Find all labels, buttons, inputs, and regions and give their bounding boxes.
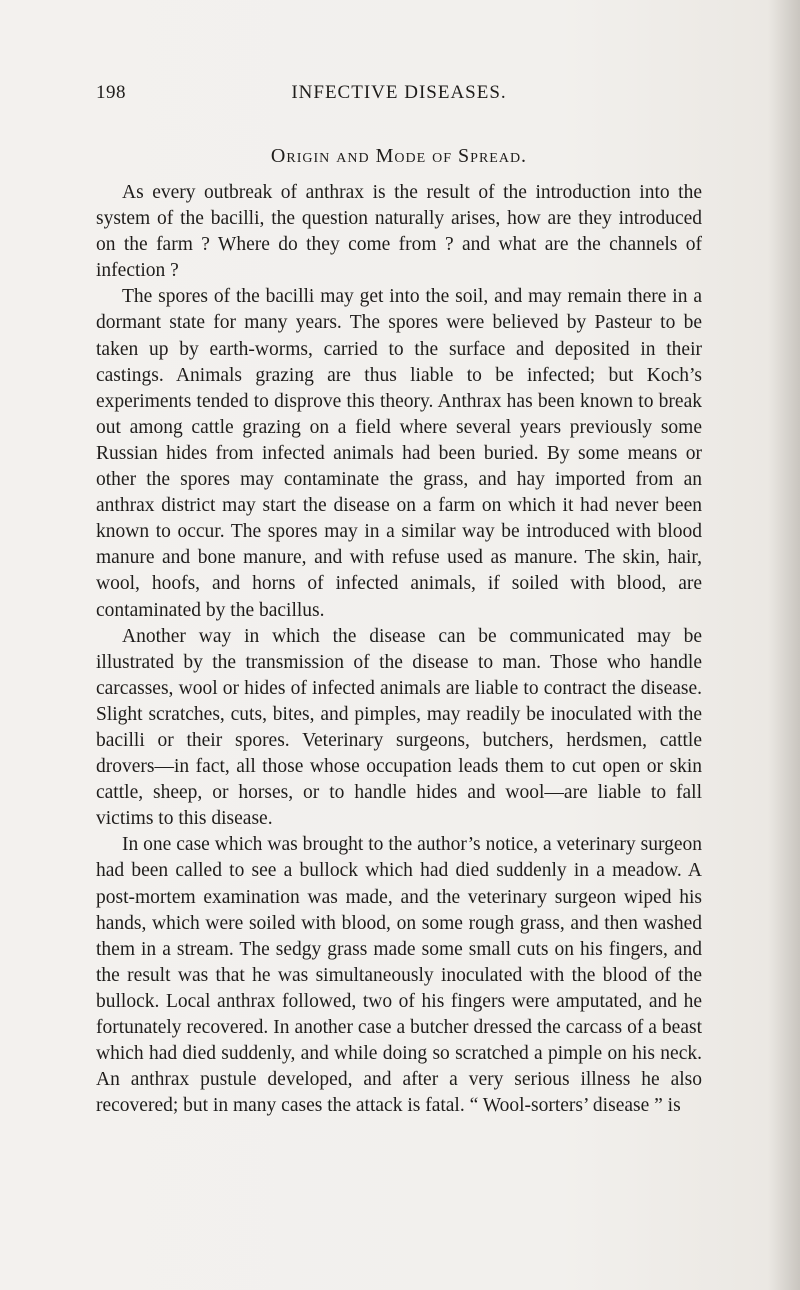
body-text (96, 180, 702, 1119)
page-number: 198 (96, 82, 126, 103)
page-header (96, 82, 702, 110)
paragraph-3: Another way in which the disease can be communicated may be illustrated by the transmission of the disease to man. Those who handle carcasses, wool or hides of infected animals are liable to contract the disease. Slight scratches, cuts, bites, and pimples, may readily be inoculated with the bacilli or their spores. Veterinary surgeons, butchers, herdsmen, cattle drovers—in fact, all those whose occupation leads them to cut open or skin cattle, sheep, or horses, or to handle hides and wool—are liable to fall victims to this disease. (96, 625, 702, 830)
running-head: INFECTIVE DISEASES. (291, 82, 507, 103)
section-title: Origin and Mode of Spread. (270, 145, 528, 167)
paragraph-1: As every outbreak of anthrax is the result of the introduction into the system of the bacilli, the question naturally arises, how are they introduced on the farm ? Where do they come from ? and what are the channels of infection ? (96, 182, 702, 282)
paragraph-2: The spores of the bacilli may get into the soil, and may remain there in a dormant state for many years. The spores were believed by Pasteur to be taken up by earth-worms, carried to the surface and deposited in their castings. Animals grazing are thus liable to be infected; but Koch’s experiments tended to disprove this theory. Anthrax has been known to break out among cattle grazing on a field where several years previously some Russian hides from infected animals had been buried. By some means or other the spores may contaminate the grass, and hay imported from an anthrax district may start the disease on a farm on which it had never been known to occur. The spores may in a similar way be introduced with blood manure and bone manure, and with refuse used as manure. The skin, hair, wool, hoofs, and horns of infected animals, if soiled with blood, are contaminated by the bacillus. (96, 286, 702, 621)
paragraph-4: In one case which was brought to the author’s notice, a veterinary surgeon had been called to see a bullock which had died suddenly in a meadow. A post-mortem examination was made, and the veterinary surgeon wiped his hands, which were soiled with blood, on some rough grass, and then washed them in a stream. The sedgy grass made some small cuts on his fingers, and the result was that he was simultaneously inoculated with the blood of the bullock. Local anthrax followed, two of his fingers were amputated, and he fortunately recovered. In another case a butcher dressed the carcass of a beast which had died suddenly, and while doing so scratched a pimple on his neck. An anthrax pustule developed, and after a very serious illness he also recovered; but in many cases the attack is fatal. “ Wool-sorters’ disease ” is (96, 834, 702, 1117)
